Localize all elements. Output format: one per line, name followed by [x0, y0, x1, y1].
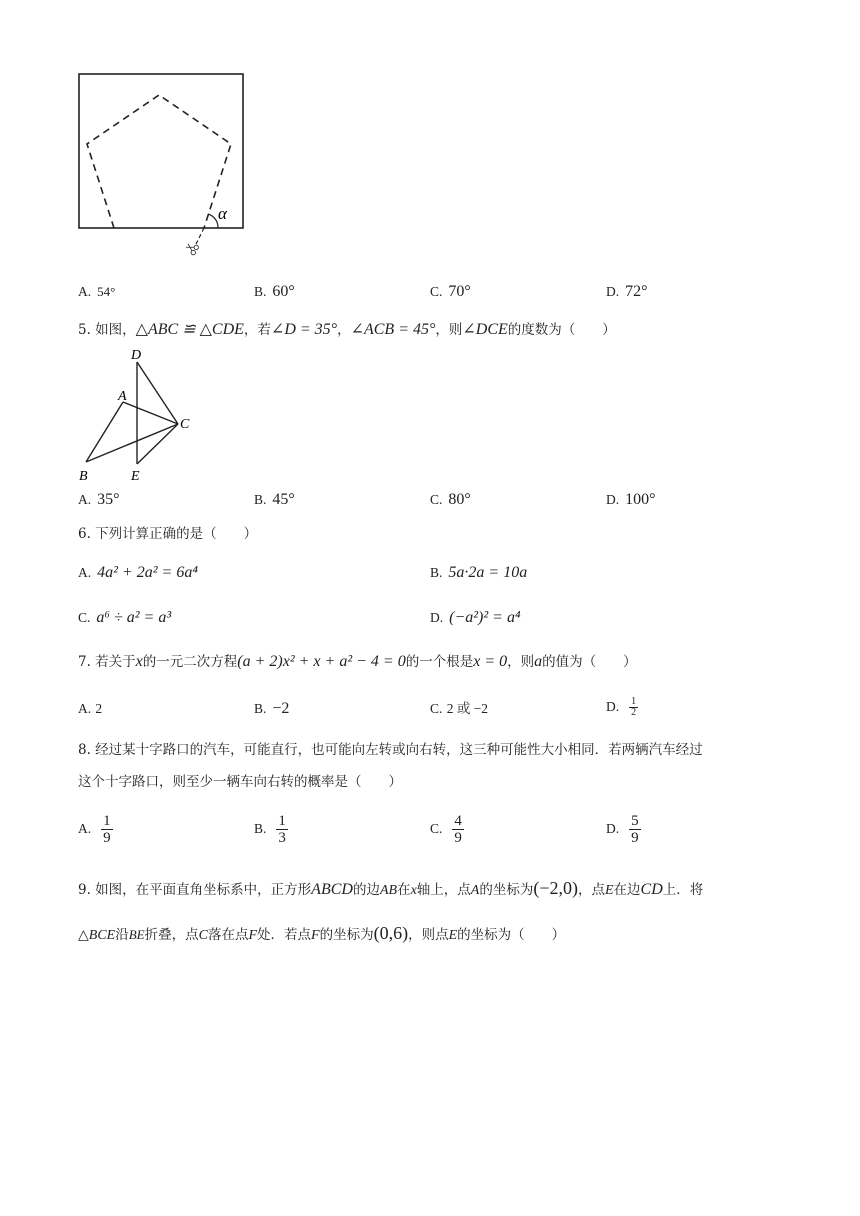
q5-stem-prefix: 5. 如图，	[78, 322, 136, 338]
q9-math: △BCE	[78, 928, 116, 943]
q9-math: F	[311, 928, 320, 943]
q9-math: AB	[379, 883, 398, 898]
q9-math: E	[448, 928, 458, 943]
option-label: A.	[78, 492, 92, 507]
q4-option-a[interactable]	[78, 283, 115, 301]
denominator: 9	[454, 830, 462, 846]
q9-text: 落在点	[207, 927, 249, 943]
q9-math: BE	[128, 927, 145, 942]
q9-math: (0,6)	[373, 923, 409, 943]
q4-figure	[70, 66, 260, 266]
option-label: C.	[78, 610, 91, 625]
q9-math: CD	[640, 881, 663, 898]
q9-text: 沿	[115, 927, 129, 943]
option-label: B.	[430, 565, 443, 580]
option-value: −2	[272, 700, 290, 717]
q7-stem-text2: 的一个根是	[405, 654, 474, 670]
fraction	[101, 813, 113, 846]
q7-var-x: x	[135, 653, 143, 670]
q9-text: 的坐标为	[319, 927, 374, 943]
q9-text: 的坐标为	[479, 882, 534, 898]
q4-angle-arc	[208, 214, 218, 228]
option-value: 60°	[272, 283, 295, 300]
option-value: 4a² + 2a² = 6a⁴	[97, 564, 198, 581]
q9-math: x	[410, 883, 417, 898]
q9-stem-line1	[78, 879, 703, 900]
q6-option-b[interactable]	[430, 564, 527, 582]
q8-option-d[interactable]	[606, 813, 641, 846]
q5-label-c: C	[180, 417, 190, 432]
q9-math: F	[248, 928, 258, 943]
option-label: D.	[606, 284, 620, 299]
q5-stem-text: ，若	[243, 322, 271, 338]
option-value: 72°	[625, 283, 648, 300]
q7-stem-suffix: 的值为（ ）	[542, 654, 637, 670]
q9-text: ，点	[577, 882, 605, 898]
q5-stem-math4: ∠DCE	[462, 321, 508, 338]
q5-option-b[interactable]	[254, 491, 295, 509]
q7-stem	[78, 653, 637, 671]
q5-option-c[interactable]	[430, 491, 471, 509]
q6-option-c[interactable]	[78, 609, 171, 627]
q7-stem-text3: ，则	[507, 654, 535, 670]
option-value: (−a²)² = a⁴	[449, 609, 521, 626]
q5-stem-math: △ABC ≌ △CDE	[135, 321, 244, 338]
q7-var-a: a	[534, 653, 543, 670]
q4-option-d[interactable]	[606, 283, 648, 301]
q9-text: 的边	[352, 882, 380, 898]
q9-math: ABCD	[311, 881, 353, 898]
q8-option-a[interactable]	[78, 813, 113, 846]
q7-option-d[interactable]	[606, 697, 638, 718]
q9-math: A	[470, 883, 480, 898]
denominator: 3	[278, 830, 286, 846]
fraction	[629, 697, 638, 718]
q7-equation: (a + 2)x² + x + a² − 4 = 0	[237, 653, 406, 670]
q5-stem-math2: ∠D = 35°	[270, 321, 338, 338]
q5-label-e: E	[131, 469, 140, 484]
q9-math: E	[604, 883, 614, 898]
fraction	[629, 813, 641, 846]
option-value: 35°	[97, 491, 120, 508]
option-label: B.	[254, 701, 267, 716]
q7-stem-prefix: 7. 若关于	[78, 654, 136, 670]
option-label: A.	[78, 821, 92, 836]
q7-option-b[interactable]	[254, 700, 289, 718]
option-label: A.	[78, 701, 92, 716]
q9-text: 在边	[613, 882, 641, 898]
numerator: 5	[631, 813, 639, 829]
q7-option-a[interactable]	[78, 700, 102, 718]
q7-stem-text: 的一元二次方程	[142, 654, 238, 670]
q5-label-a: A	[118, 389, 127, 404]
option-label: B.	[254, 821, 267, 836]
q5-label-d: D	[131, 348, 142, 363]
numerator: 1	[103, 813, 111, 829]
q7-root: x = 0	[473, 653, 508, 670]
option-value: 80°	[448, 491, 471, 508]
q5-stem	[78, 321, 616, 339]
q4-option-c[interactable]	[430, 283, 471, 301]
fraction	[452, 813, 464, 846]
q9-text: 上．将	[662, 882, 704, 898]
option-value: 100°	[625, 491, 656, 508]
q8-option-b[interactable]	[254, 813, 288, 846]
q4-dashed-pentagon	[87, 95, 231, 228]
q6-stem: 6. 下列计算正确的是（ ）	[78, 526, 258, 542]
denominator: 9	[103, 830, 111, 846]
q9-text: ，则点	[408, 927, 449, 943]
option-label: C.	[430, 821, 443, 836]
option-value: 54°	[97, 284, 116, 299]
q5-figure	[74, 344, 204, 486]
option-label: C.	[430, 492, 443, 507]
q9-text: 折叠，点	[144, 927, 199, 943]
q4-cut-line	[196, 228, 204, 244]
option-label: A.	[78, 284, 92, 299]
option-label: D.	[606, 699, 620, 714]
q5-stem-math3: ∠ACB = 45°	[350, 321, 436, 338]
q5-stem-text2: ，	[337, 322, 351, 338]
option-value: a⁶ ÷ a² = a³	[96, 609, 172, 626]
q5-stem-suffix: 的度数为（ ）	[507, 322, 616, 338]
fraction	[276, 813, 288, 846]
q5-stem-text3: ，则	[435, 322, 463, 338]
numerator: 4	[454, 813, 462, 829]
q9-text: 轴上，点	[416, 882, 471, 898]
q7-option-c[interactable]	[430, 700, 488, 718]
q6-option-d[interactable]	[430, 609, 521, 627]
option-label: D.	[606, 492, 620, 507]
q5-label-b: B	[79, 469, 88, 484]
q4-angle-label: α	[218, 204, 227, 223]
option-label: B.	[254, 492, 267, 507]
option-label: D.	[430, 610, 444, 625]
q8-stem-line1: 8. 经过某十字路口的汽车，可能直行，也可能向左转或向右转，这三种可能性大小相同．若两辆汽车经过	[78, 742, 703, 758]
option-label: C.	[430, 284, 443, 299]
q5-option-a[interactable]	[78, 491, 120, 509]
q9-math: (−2,0)	[533, 878, 578, 898]
option-value: 5a·2a = 10a	[448, 564, 528, 581]
q9-text: 在	[397, 882, 411, 898]
option-value: 2	[95, 701, 103, 716]
option-label: B.	[254, 284, 267, 299]
option-label: C.	[430, 701, 443, 716]
q9-text: 处．若点	[257, 927, 312, 943]
option-value: 70°	[448, 283, 471, 300]
denominator: 9	[631, 830, 639, 846]
q9-stem-line2	[78, 924, 565, 945]
q5-option-d[interactable]	[606, 491, 656, 509]
q8-option-c[interactable]	[430, 813, 464, 846]
denominator: 2	[631, 707, 637, 718]
q4-option-b[interactable]	[254, 283, 295, 301]
option-value: 45°	[272, 491, 295, 508]
option-label: A.	[78, 565, 92, 580]
q8-stem-line2: 这个十字路口，则至少一辆车向右转的概率是（ ）	[78, 774, 402, 790]
q6-option-a[interactable]	[78, 564, 198, 582]
q9-math: C	[198, 928, 208, 943]
numerator: 1	[278, 813, 286, 829]
option-value: 2 或 −2	[446, 701, 489, 716]
numerator: 1	[631, 696, 637, 707]
q9-text: 9. 如图，在平面直角坐标系中，正方形	[78, 882, 312, 898]
option-label: D.	[606, 821, 620, 836]
q9-text: 的坐标为（ ）	[457, 927, 566, 943]
